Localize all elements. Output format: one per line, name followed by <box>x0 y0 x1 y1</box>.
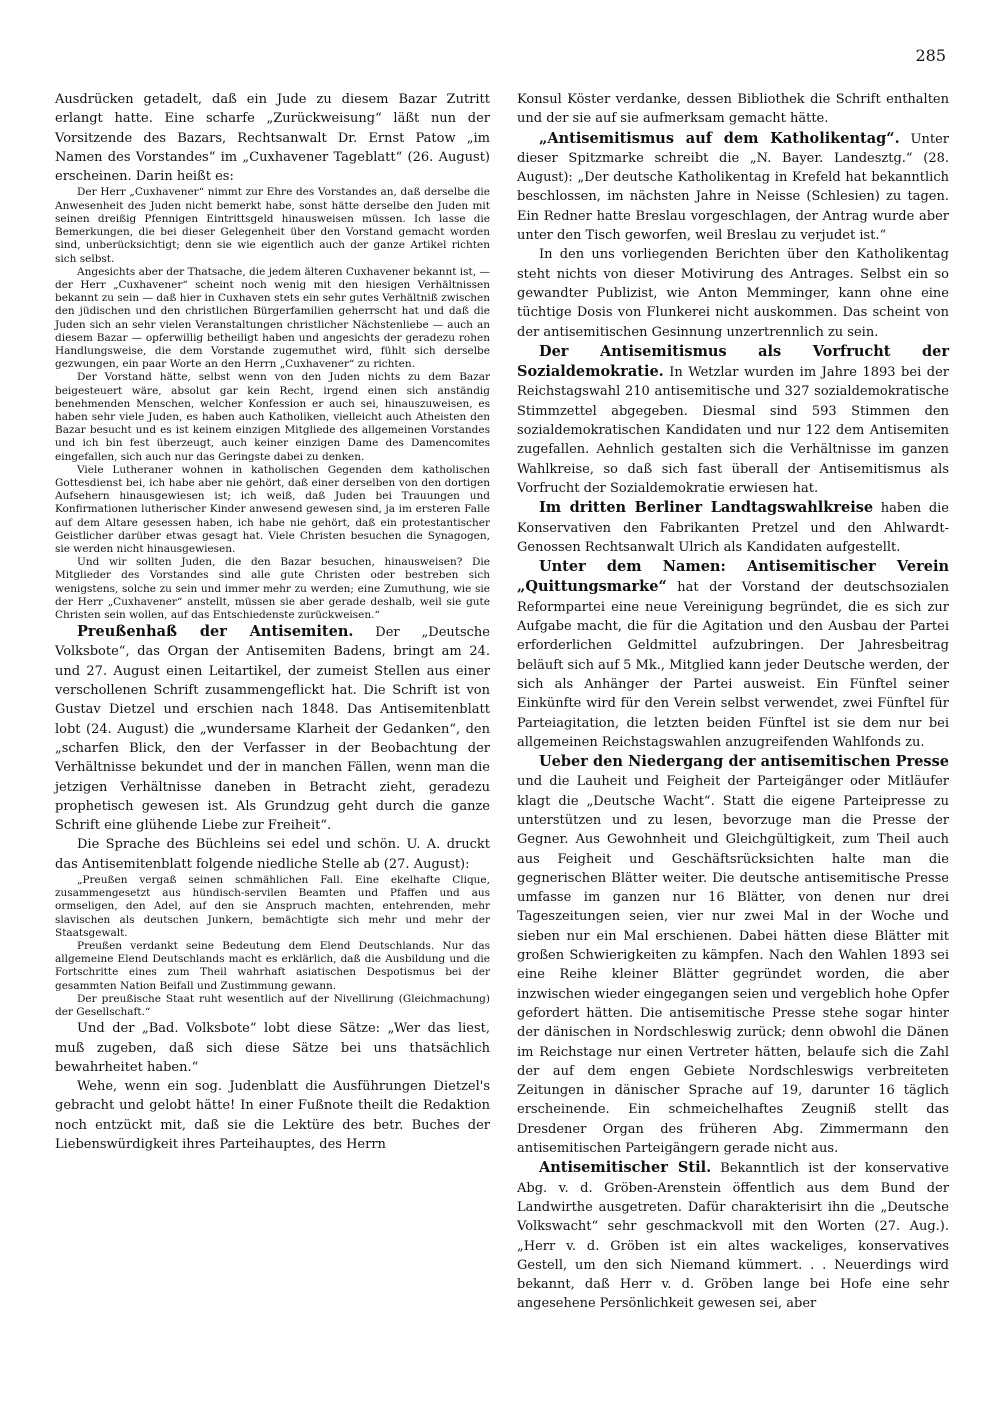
quoted-paragraph <box>55 940 490 993</box>
paragraph-text: Ausdrücken getadelt, daß ein Jude zu diesem Bazar Zutritt erlangt hatte. Eine scharfe „Zurückweisung“ läßt nun der Vorsitzende des Bazars, Rechtsanwalt Dr. Ernst Patow „im Namen des Vorstandes“ im „Cuxhavener Tageblatt“ (26. August) erscheinen. Darin heißt es: <box>55 92 490 185</box>
left-column <box>55 90 490 1154</box>
quoted-paragraph <box>55 874 490 940</box>
paragraph-text: Viele Lutheraner wohnen in katholischen Gegenden dem katholischen Gottesdienst bei, ich habe aber nie gehört, daß einer derselben von den dortigen Aufsehern hinausgewiesen ist; ich weiß, daß Juden bei Trauungen und Konfirmationen lutherischer Kinder anwesend gewesen sind, ja im ersteren Falle auf dem Altare gesessen haben, ich habe nie gehört, daß ein protestantischer Geistlicher darüber etwas gesagt hat. Viele Christen besuchen die Synagogen, sie werden nicht hinausgewiesen. <box>55 463 490 555</box>
article-heading: Im dritten Berliner Landtagswahlkreise <box>539 499 874 517</box>
quoted-paragraph <box>55 266 490 372</box>
paragraph <box>55 90 490 186</box>
paragraph <box>55 1019 490 1077</box>
quoted-paragraph <box>55 993 490 1019</box>
paragraph-text: Unter dieser Spitzmarke schreibt die „N. Bayer. Landesztg.“ (28. August): „Der deutsche Katholikentag in Krefeld hat bekanntlich beschlossen, im nächsten Jahre in Neisse (Schlesien) zu tagen. Ein Redner hatte Breslau vorgeschlagen, der Antrag wurde aber unter den Tisch geworfen, weil Breslau zu verjudet ist.“ <box>517 131 950 244</box>
paragraph-text: Der Vorstand hätte, selbst wenn von den Juden nichts zu dem Bazar beigesteuert wäre, absolut gar kein Recht, irgend einen sich anständig benehmenden Menschen, welcher Konfession er auch sei, hinauszuweisen, es haben sehr viele Juden, es haben auch Katholiken, vielleicht auch Atheisten den Bazar besucht und es ist keinem einzigen Mitgliede des allgemeinen Vorstandes und ich bin fest überzeugt, auch keiner einzigen Dame des Damencomites eingefallen, sich auch nur das Geringste dabei zu denken. <box>55 371 490 463</box>
paragraph-text: Und der „Bad. Volksbote“ lobt diese Sätze: „Wer das liest, muß zugeben, daß sich diese Sätze bei uns thatsächlich bewahrheitet haben.“ <box>55 1021 490 1075</box>
paragraph-text: Bekanntlich ist der konservative Abg. v. d. Gröben-Arenstein öffentlich aus dem Bund der Landwirthe ausgetreten. Dafür charakterisirt ihn die „Deutsche Volkswacht“ sehr geschmackvoll mit den Worten (27. Aug.). „Herr v. d. Gröben ist ein altes wackeliges, konservatives Gestell, um den sich Niemand kümmert. . . Neuerdings wird bekannt, daß Herr v. d. Gröben lange bei Hofe eine sehr angesehene Persönlichkeit gewesen sei, aber <box>517 1161 949 1312</box>
paragraph <box>517 342 949 498</box>
article-heading: Ueber den Niedergang der antisemitischen Presse <box>539 753 949 771</box>
paragraph-text: „Preußen vergaß seinen schmählichen Fall. Eine ekelhafte Clique, zusammengesetzt aus hündisch-servilen Beamten und Pfaffen und aus ormseligen, den Adel, auf den sie Anspruch machten, entehrenden, mehr slavischen als deutschen Junkern, bemächtigte sich mehr und mehr der Staatsgewalt. <box>55 874 490 939</box>
right-column <box>517 90 949 1314</box>
article-heading: „Antisemitismus auf dem Katholikentag“. <box>539 129 900 147</box>
paragraph-text: Der „Deutsche Volksbote“, das Organ der Antisemiten Badens, bringt am 24. und 27. August einen Leitartikel, der zumeist Stellen aus einer verschollenen Schrift zusammengeflickt hat. Die Schrift ist von Gustav Dietzel und erschien nach 1848. Das Antisemitenblatt lobt (24. August) die „wundersame Klarheit der Gedanken“, den „scharfen Blick, den der Verfasser in der Beobachtung der Verhältnisse bekundet und der in manchen Fällen, wenn man die jetzigen Verhältnisse daneben in Betracht zieht, geradezu prophetisch gewesen ist. Als Grundzug geht durch die ganze Schrift eine glühende Liebe zur Freiheit“. <box>55 625 490 834</box>
quoted-paragraph <box>55 371 490 463</box>
paragraph <box>517 1158 949 1313</box>
quoted-paragraph <box>55 556 490 622</box>
page-number: 285 <box>915 46 946 65</box>
paragraph-text: Der Herr „Cuxhavener“ nimmt zur Ehre des Vorstandes an, daß derselbe die Anwesenheit des Juden nicht bemerkt habe, sonst hätte derselbe den Juden mit seinen dreißig Pfennigen Eintrittsgeld hinausweisen müssen. Ich lasse die Bemerkungen, die bei dieser Gelegenheit über den Vorstand gemacht worden sind, unberücksichtigt; denn sie wie eigentlich auch der ganze Artikel richten sich selbst. <box>55 186 490 265</box>
paragraph-text: Preußen verdankt seine Bedeutung dem Elend Deutschlands. Nur das allgemeine Elend Deutschlands macht es erklärlich, daß die Ausbildung und die Fortschritte eines zum Theil wahrhaft asiatischen Despotismus bei der gesammten Nation Beifall und Zustimmung gewann. <box>55 940 490 992</box>
paragraph-text: Angesichts aber der Thatsache, die jedem älteren Cuxhavener bekannt ist, — der Herr „Cuxhavener“ scheint noch wenig mit den hiesigen Verhältnissen bekannt zu sein — daß hier in Cuxhaven stets ein sehr gutes Verhältniß zwischen den jüdischen und den christlichen Bürgerfamilien geherrscht hat und daß die Juden sich an sehr vielen Veranstaltungen christlicher Nächstenliebe — auch an diesem Bazar — opferwillig betheiligt haben und angesichts der geradezu rohen Handlungsweise, die dem Vorstande zugemuthet wird, fühlt sich derselbe gezwungen, ein paar Worte an den Herrn „Cuxhavener“ zu richten. <box>55 265 490 371</box>
paragraph <box>517 245 949 341</box>
paragraph <box>517 752 949 1158</box>
paragraph-text: Konsul Köster verdanke, dessen Bibliothek die Schrift enthalten und der sie auf sie aufmerksam gemacht hätte. <box>517 92 949 127</box>
paragraph <box>517 498 949 557</box>
quoted-paragraph <box>55 464 490 556</box>
paragraph <box>55 622 490 835</box>
quoted-paragraph <box>55 186 490 265</box>
article-heading: Antisemitischer Stil. <box>539 1159 712 1177</box>
paragraph <box>55 835 490 874</box>
paragraph-text: hat der Vorstand der deutschsozialen Reformpartei eine neue Vereinigung begründet, die es sich zur Aufgabe macht, die für die Agitation und den Ausbau der Partei erforderlichen Geldmittel aufzubringen. Der Jahresbeitrag beläuft sich auf 5 Mk., Mitglied kann jeder Deutsche werden, der sich als Anhänger der Partei ausweist. Ein Fünftel seiner Einkünfte wird für den Verein selbst verwendet, zwei Fünftel für Parteiagitation, die letzten beiden Fünftel ist sie dem nur bei allgemeinen Reichstagswahlen anzugreifenden Wahlfonds zu. <box>517 580 949 750</box>
paragraph-text: Der preußische Staat ruht wesentlich auf der Nivellirung (Gleichmachung) der Gesellschaft.“ <box>55 992 490 1019</box>
paragraph-text: haben die Konservativen den Fabrikanten Pretzel und den Ahlwardt-Genossen Rechtsanwalt Ulrich als Kandidaten aufgestellt. <box>517 501 949 555</box>
article-heading: Preußenhaß der Antisemiten. <box>77 623 354 641</box>
paragraph-text: In Wetzlar wurden im Jahre 1893 bei der Reichstagswahl 210 antisemitische und 327 sozialdemokratische Stimmzettel abgegeben. Diesmal sind 593 Stimmen den sozialdemokratischen Kandidaten und nur 122 dem Antisemiten zugefallen. Aehnlich gestalten sich die Verhältnisse im ganzen Wahlkreise, so daß sich fast überall der Antisemitismus als Vorfrucht der Sozialdemokratie erwiesen hat. <box>517 365 949 496</box>
paragraph-text: In den uns vorliegenden Berichten über den Katholikentag steht nichts von dieser Motivirung des Antrages. Selbst ein so gewandter Publizist, wie Anton Memminger, kann ohne eine tüchtige Dosis von Flunkerei nicht auskommen. Das scheint von der antisemitischen Gesinnung unzertrennlich zu sein. <box>517 247 949 340</box>
paragraph <box>55 1077 490 1154</box>
article-heading: Unter dem Namen: Antisemitischer Verein „Quittungsmarke“ <box>517 558 949 596</box>
paragraph <box>517 129 949 246</box>
paragraph-text: Und wir sollten Juden, die den Bazar besuchen, hinausweisen? Die Mitglieder des Vorstandes sind alle gute Christen oder bestreben sich wenigstens, solche zu sein und immer mehr zu werden; eine Zumuthung, wie sie der Herr „Cuxhavener“ anstellt, müssen sie aber gerade deshalb, weil sie gute Christen sein wollen, auf das Entschiedenste zurückweisen.“ <box>55 556 490 621</box>
paragraph <box>517 557 949 752</box>
paragraph-text: und die Lauheit und Feigheit der Parteigänger oder Mitläufer klagt die „Deutsche Wacht“. Statt die eigene Parteipresse zu unterstützen und zu lesen, bevorzuge man die Presse der Gegner. Aus Gewohnheit und Gleichgültigkeit, zum Theil auch aus Feigheit und Geschäftsrücksichten halte man die gegnerischen Blätter weiter. Die deutsche antisemitische Presse umfasse im ganzen nur 16 Blätter, von denen nur drei Tageszeitungen seien, vier nur zwei Mal in der Woche und sieben nur ein Mal erschienen. Dabei hätten diese Blätter mit großen Schwierigkeiten zu kämpfen. Nach den Wahlen 1893 sei eine Reihe kleiner Blätter gegründet worden, die aber inzwischen wieder eingegangen seien und vergeblich hohe Opfer gefordert hätten. Die antisemitische Presse stehe sogar hinter der dänischen in Nordschleswig zurück; denn obwohl die Dänen im Reichstage nur einen Vertreter hätten, belaufe sich die Zahl der auf dem engen Gebiete Nordschleswigs verbreiteten Zeitungen in dänischer Sprache auf 19, darunter 16 täglich erscheinende. Ein schmeichelhaftes Zeugniß stellt das Dresdener Organ des früheren Abg. Zimmermann den antisemitischen Parteigängern gerade nicht aus. <box>517 774 949 1157</box>
paragraph-text: Wehe, wenn ein sog. Judenblatt die Ausführungen Dietzel's gebracht und gelobt hätte! In einer Fußnote theilt die Redaktion noch entzückt mit, daß sie die Lektüre des betr. Buches der Liebenswürdigkeit ihres Parteihauptes, des Herrn <box>55 1079 490 1153</box>
paragraph-text: Die Sprache des Büchleins sei edel und schön. U. A. druckt das Antisemitenblatt folgende niedliche Stelle ab (27. August): <box>55 837 490 872</box>
article-heading: Der Antisemitismus als Vorfrucht der Sozialdemokratie. <box>517 342 949 381</box>
paragraph <box>517 90 949 129</box>
